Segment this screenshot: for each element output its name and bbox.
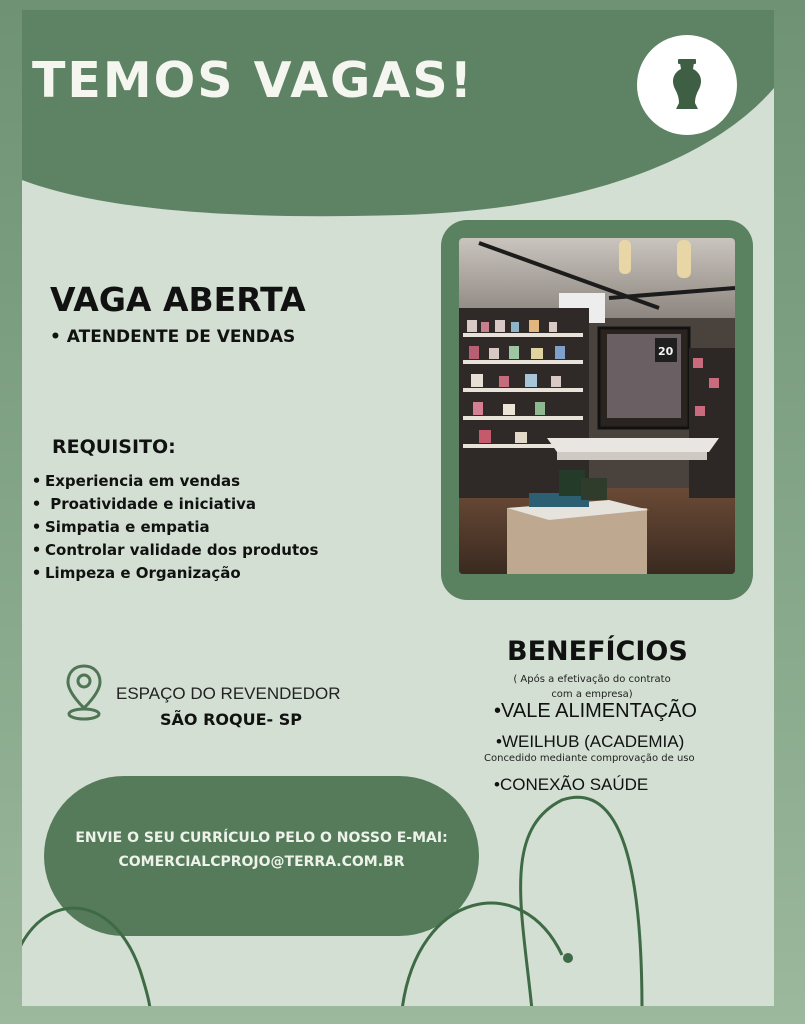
benefit-conexao-saude: •CONEXÃO SAÚDE xyxy=(494,775,649,794)
email-callout xyxy=(44,776,479,936)
location-city: SÃO ROQUE- SP xyxy=(160,710,302,729)
store-interior-photo xyxy=(459,238,735,574)
list-item: • Limpeza e Organização xyxy=(31,564,241,582)
list-item: • Controlar validade dos produtos xyxy=(31,541,319,559)
list-item: • Experiencia em vendas xyxy=(31,472,241,490)
location-pin-icon xyxy=(64,662,104,724)
headline: TEMOS VAGAS! xyxy=(32,52,474,109)
beneficios-title: BENEFÍCIOS xyxy=(507,636,688,667)
email-instruction: ENVIE O SEU CURRÍCULO PELO O NOSSO E-MAI: xyxy=(75,830,448,846)
beneficios-note: ( Após a efetivação do contrato com a empresa) xyxy=(513,674,671,700)
poster-card xyxy=(22,10,774,1006)
list-item: • Simpatia e empatia xyxy=(31,518,210,536)
vaga-title: VAGA ABERTA xyxy=(50,280,306,319)
requisitos-title: REQUISITO: xyxy=(52,436,176,458)
promo-sign-text: 20 xyxy=(658,345,674,358)
benefit-academia: •WEILHUB (ACADEMIA) xyxy=(496,732,685,751)
requisitos-list xyxy=(28,470,318,585)
benefit-academia-note: Concedido mediante comprovação de uso xyxy=(484,753,695,764)
email-address[interactable]: COMERCIALCPROJO@TERRA.COM.BR xyxy=(118,854,405,870)
store-photo-frame xyxy=(441,220,753,600)
list-item: • Proatividade e iniciativa xyxy=(31,495,256,513)
location-name: ESPAÇO DO REVENDEDOR xyxy=(116,684,341,703)
vaga-role: • ATENDENTE DE VENDAS xyxy=(50,327,296,347)
vase-logo-icon xyxy=(637,35,737,135)
benefit-vale-alimentacao: •VALE ALIMENTAÇÃO xyxy=(494,700,697,722)
